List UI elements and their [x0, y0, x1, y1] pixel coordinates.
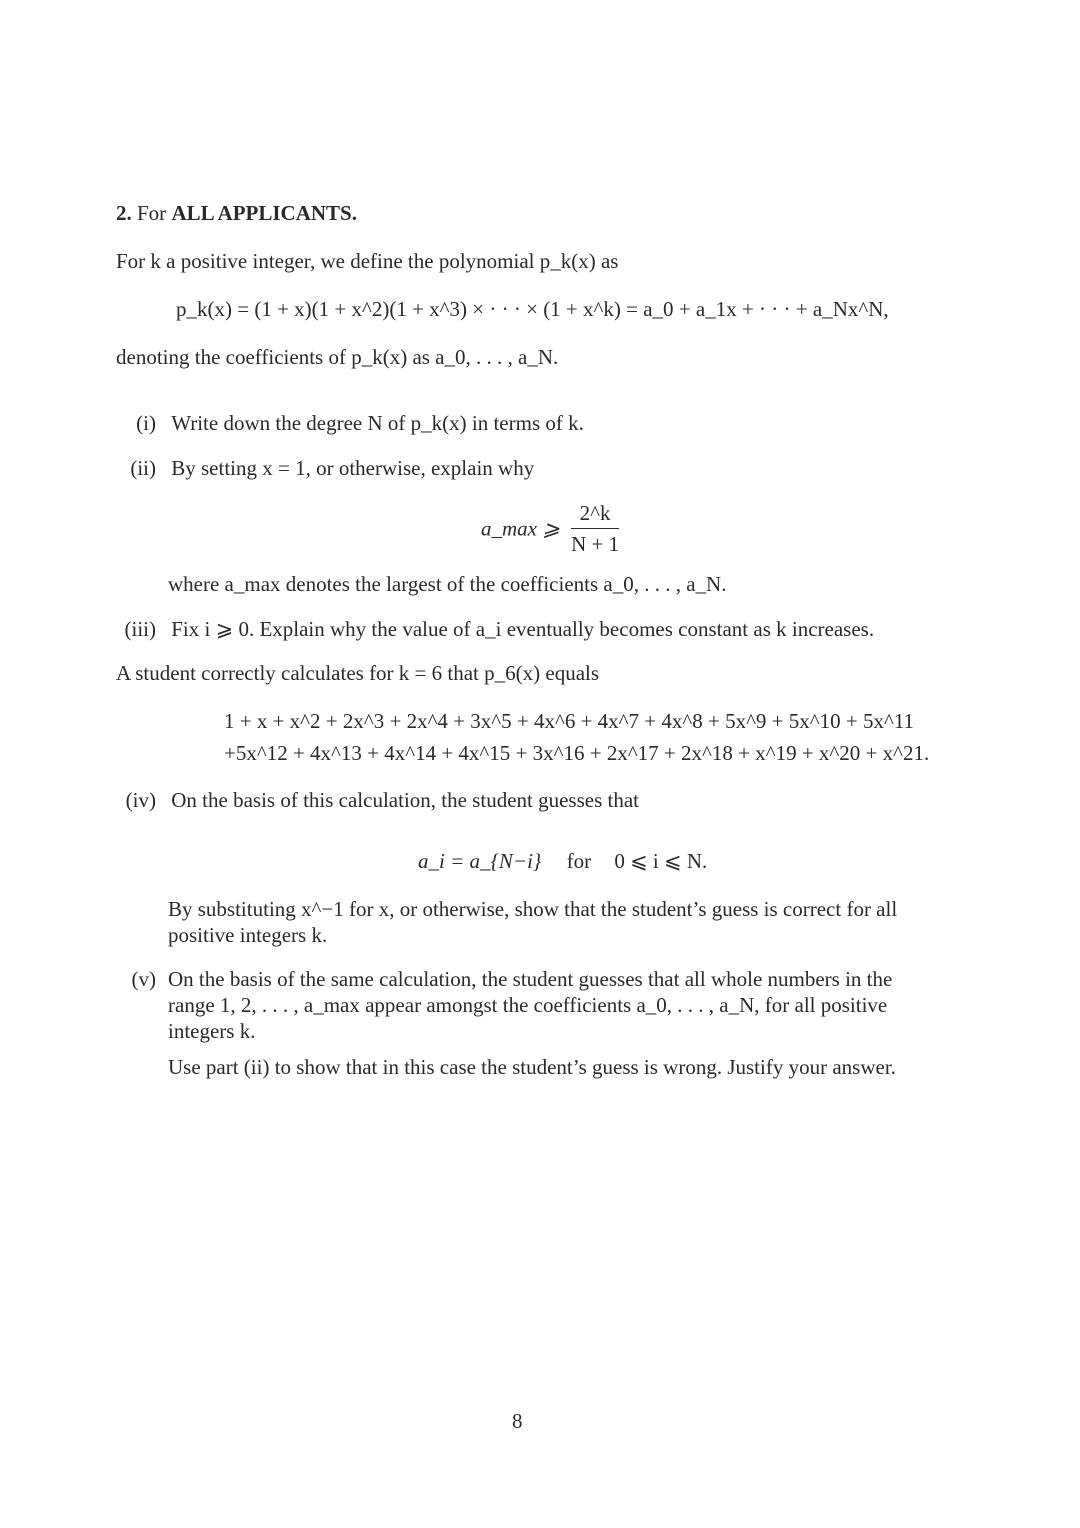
- part-ii-after: where a_max denotes the largest of the coefficients a_0, . . . , a_N.: [168, 572, 727, 596]
- part-v-follow-up: Use part (ii) to show that in this case the student’s guess is wrong. Justify your answer.: [168, 1055, 896, 1079]
- part-iv: [112, 787, 639, 813]
- equation-lhs: a_i = a_{N−i}: [418, 849, 542, 873]
- part-v-label: (v): [131, 967, 156, 991]
- intro-text: For k a positive integer, we define the polynomial p_k(x) as: [116, 249, 619, 273]
- inequality-fraction: [571, 500, 619, 557]
- p6-line-1: 1 + x + x^2 + 2x^3 + 2x^4 + 3x^5 + 4x^6 + 4x^7 + 4x^8 + 5x^9 + 5x^10 + 5x^11: [224, 709, 915, 733]
- fraction-numerator: 2^k: [571, 500, 619, 529]
- part-i-label: (i): [136, 411, 156, 435]
- part-iv-follow-up: By substituting x^−1 for x, or otherwise, show that the student’s guess is correct for all positive integers k.: [168, 897, 898, 947]
- equation-for: for: [566, 849, 592, 873]
- part-iv-label: (iv): [125, 788, 156, 812]
- fraction-denominator: N + 1: [571, 532, 620, 556]
- equation-range: 0 ⩽ i ⩽ N.: [614, 849, 708, 873]
- part-iii: [112, 616, 874, 642]
- part-ii: [112, 455, 534, 481]
- part-iii-text: Fix i ⩾ 0. Explain why the value of a_i eventually becomes constant as k increases.: [171, 617, 875, 641]
- part-v-label-row: [112, 966, 156, 992]
- part-ii-label: (ii): [130, 456, 156, 480]
- part-iv-text: On the basis of this calculation, the student guesses that: [171, 788, 639, 812]
- part-ii-inequality: [481, 500, 619, 557]
- part-iii-label: (iii): [124, 617, 156, 641]
- part-iv-equation: [418, 848, 707, 874]
- question-number: 2.: [116, 201, 132, 225]
- part-v-text: On the basis of the same calculation, the student guesses that all whole numbers in the range 1, 2, . . . , a_max appear amongst the coefficients a_0, . . . , a_N, for all positive integers k.: [168, 967, 893, 1043]
- p6-line-2: +5x^12 + 4x^13 + 4x^14 + 4x^15 + 3x^16 + 2x^17 + 2x^18 + x^19 + x^20 + x^21.: [224, 741, 930, 765]
- coefficient-note: denoting the coefficients of p_k(x) as a_0, . . . , a_N.: [116, 345, 559, 369]
- student-intro: A student correctly calculates for k = 6 that p_6(x) equals: [116, 661, 600, 685]
- inequality-lhs: a_max ⩾: [481, 516, 560, 541]
- part-i: [112, 410, 584, 436]
- part-ii-text: By setting x = 1, or otherwise, explain why: [171, 456, 535, 480]
- heading-for: For: [137, 201, 167, 225]
- heading-audience: ALL APPLICANTS.: [171, 201, 357, 225]
- definition-equation: p_k(x) = (1 + x)(1 + x^2)(1 + x^3) × · · · × (1 + x^k) = a_0 + a_1x + · · · + a_Nx^N,: [176, 297, 889, 321]
- question-heading: [116, 200, 357, 226]
- page-number: 8: [512, 1409, 523, 1433]
- part-i-text: Write down the degree N of p_k(x) in terms of k.: [171, 411, 584, 435]
